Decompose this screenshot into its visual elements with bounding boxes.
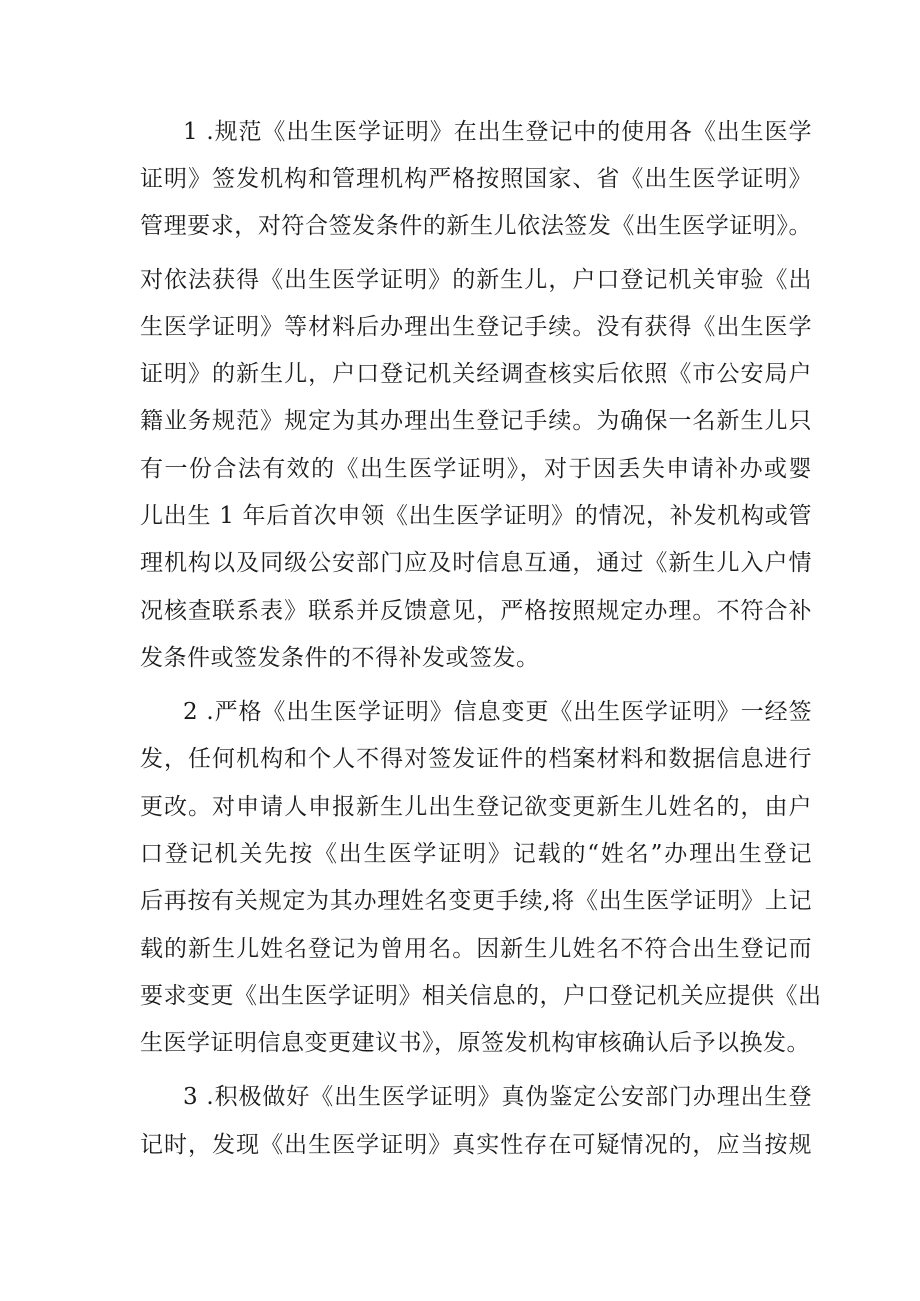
paragraph-3-line-1: 3 .积极做好《出生医学证明》真伪鉴定公安部门办理出生登: [183, 1084, 812, 1110]
paragraph-1-line-3: 管理要求，对符合签发条件的新生儿依法签发《出生医学证明》。: [140, 213, 812, 239]
paragraph-1-line-2: 证明》签发机构和管理机构严格按照国家、省《出生医学证明》: [140, 166, 812, 192]
paragraph-1-line-1: 1 .规范《出生医学证明》在出生登记中的使用各《出生医学: [183, 119, 812, 145]
paragraph-2-line-3: 更改。对申请人申报新生儿出生登记欲变更新生儿姓名的，由户: [140, 794, 812, 820]
paragraph-1-line-12: 发条件或签发条件的不得补发或签发。: [140, 645, 540, 671]
paragraph-2-line-8: 生医学证明信息变更建议书》，原签发机构审核确认后予以换发。: [140, 1030, 810, 1056]
paragraph-1-line-4: 对依法获得《出生医学证明》的新生儿，户口登记机关审验《出: [140, 267, 812, 293]
paragraph-1-line-10: 理机构以及同级公安部门应及时信息互通，通过《新生儿入户情: [140, 550, 812, 576]
paragraph-2-line-4: 口登记机关先按《出生医学证明》记载的“姓名”办理出生登记: [140, 841, 812, 867]
paragraph-2-line-6: 载的新生儿姓名登记为曾用名。因新生儿姓名不符合出生登记而: [140, 936, 812, 962]
paragraph-2-line-7: 要求变更《出生医学证明》相关信息的，户口登记机关应提供《出: [140, 983, 822, 1009]
paragraph-1-line-6: 证明》的新生儿，户口登记机关经调查核实后依照《市公安局户: [140, 361, 812, 387]
paragraph-3-line-2: 记时，发现《出生医学证明》真实性存在可疑情况的，应当按规: [140, 1132, 812, 1158]
paragraph-1-line-11: 况核查联系表》联系并反馈意见，严格按照规定办理。不符合补: [140, 598, 812, 624]
paragraph-1-line-7: 籍业务规范》规定为其办理出生登记手续。为确保一名新生儿只: [140, 408, 812, 434]
paragraph-1-line-5: 生医学证明》等材料后办理出生登记手续。没有获得《出生医学: [140, 314, 812, 340]
paragraph-1-line-9: 儿出生 1 年后首次申领《出生医学证明》的情况，补发机构或管: [140, 503, 812, 529]
paragraph-1-line-8: 有一份合法有效的《出生医学证明》，对于因丢失申请补办或婴: [140, 456, 812, 482]
paragraph-2-line-5: 后再按有关规定为其办理姓名变更手续,将《出生医学证明》上记: [140, 888, 812, 914]
paragraph-2-line-2: 发，任何机构和个人不得对签发证件的档案材料和数据信息进行: [140, 746, 812, 772]
paragraph-2-line-1: 2 .严格《出生医学证明》信息变更《出生医学证明》一经签: [183, 699, 812, 725]
